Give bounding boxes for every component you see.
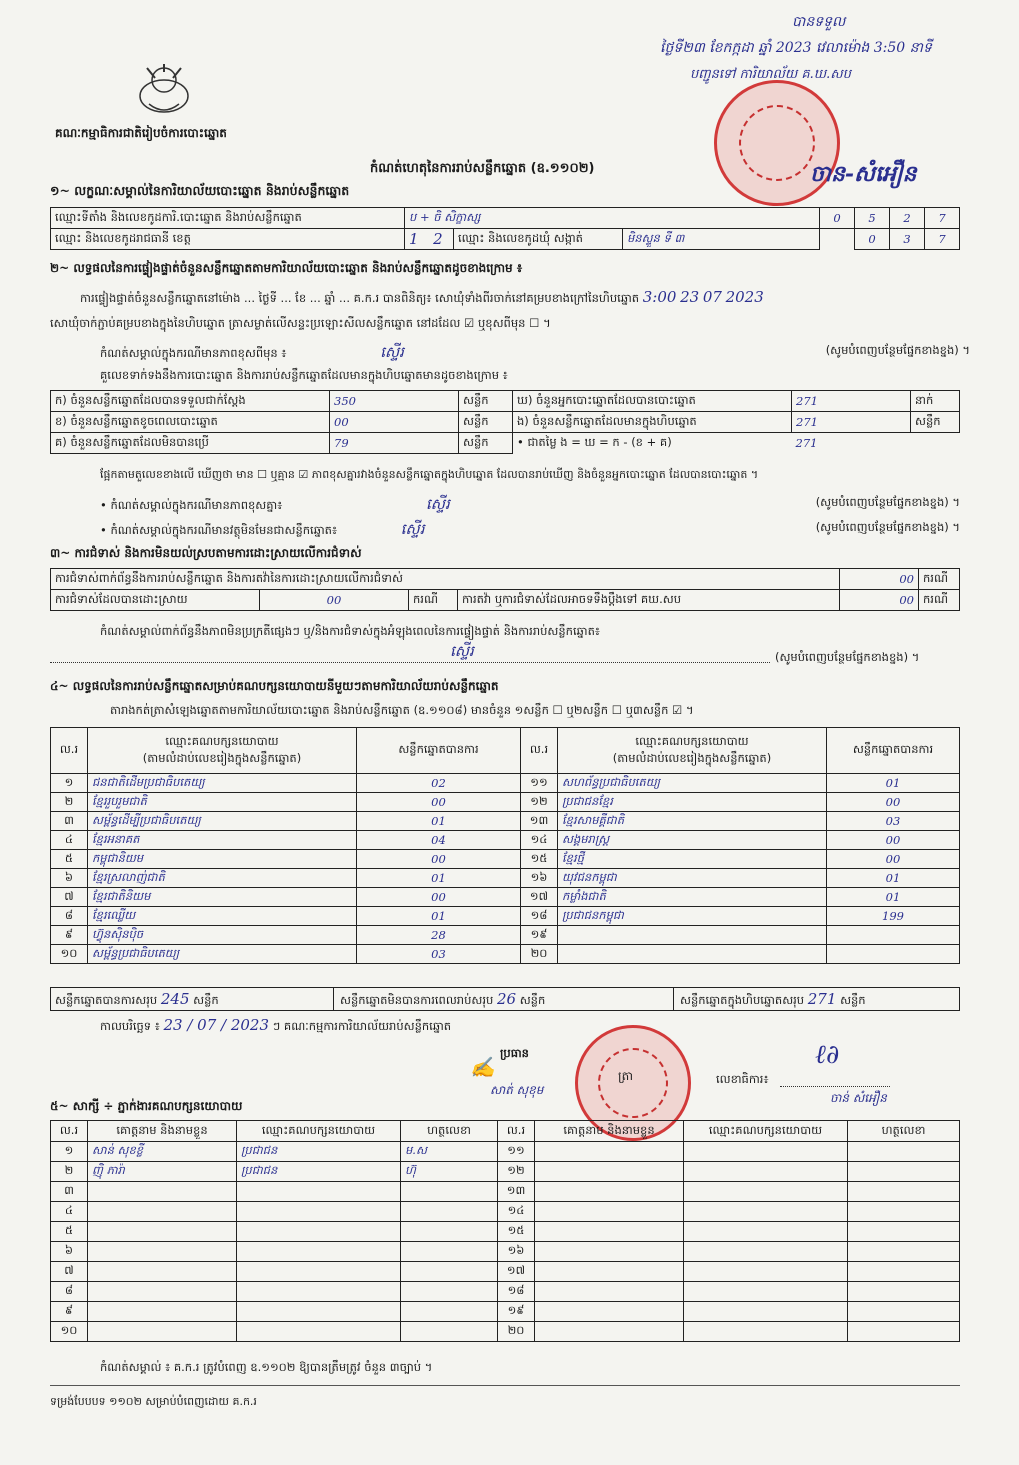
- figure-unit: នាក់: [911, 391, 960, 412]
- result-party: កម្លាំងជាតិ: [558, 888, 827, 907]
- total-box-label: សន្លឹកឆ្នោតក្នុងហិបឆ្នោតសរុប: [680, 993, 805, 1007]
- resolved-value: 00: [260, 590, 409, 611]
- figure-value: 271: [792, 391, 911, 412]
- section5-title: ៥~ សាក្សី ÷ ភ្នាក់ងារគណបក្សនយោបាយ: [50, 1099, 243, 1113]
- witness-no: ២០: [498, 1322, 535, 1342]
- witness-no: ១៦: [498, 1242, 535, 1262]
- result-party: [558, 926, 827, 945]
- verification-year: 2023: [725, 288, 764, 306]
- objections-unit: ករណី: [919, 569, 960, 590]
- note3-suffix: (សូមបំពេញបន្ថែមផ្នែកខាងខ្នង) ។: [815, 520, 960, 534]
- result-votes: 01: [357, 907, 521, 926]
- note2-value: ស្ទើរ: [425, 495, 450, 513]
- stamp-label: ត្រា: [618, 1069, 633, 1083]
- commune-label: ឈ្មោះ និងលេខកូដឃុំ សង្កាត់: [454, 229, 623, 250]
- result-votes: [827, 945, 960, 964]
- col-party-subtitle: (តាមលំដាប់លេខរៀងក្នុងសន្លឹកឆ្នោត): [142, 750, 302, 765]
- witness-party: [684, 1322, 848, 1342]
- form-title: កំណត់ហេតុនៃការរាប់សន្លឹកឆ្នោត (ឧ.១១០២): [370, 161, 595, 176]
- witness-party: [237, 1202, 401, 1222]
- witness-name: [88, 1242, 237, 1262]
- total-valid: [55, 988, 219, 1011]
- result-votes: 01: [827, 888, 960, 907]
- result-no: ៨: [51, 907, 88, 926]
- figure-label: • ជាតម្លៃ ង = ឃ = ក - (ខ + គ): [517, 434, 672, 449]
- station-code-digit: 5: [855, 208, 890, 229]
- witness-name: [535, 1242, 684, 1262]
- figure-unit: សន្លឹក: [459, 412, 513, 433]
- result-no: ៧: [51, 888, 88, 907]
- result-no: ៤: [51, 831, 88, 850]
- table-row: [51, 1142, 960, 1162]
- col-party-header: [558, 728, 827, 774]
- result-no: ២: [51, 793, 88, 812]
- witness-col-no: ល.រ: [498, 1121, 535, 1142]
- col-party-header: [88, 728, 357, 774]
- result-votes: 00: [827, 850, 960, 869]
- table-row: [51, 1162, 960, 1182]
- table-row: [51, 1202, 960, 1222]
- witness-no: ១៤: [498, 1202, 535, 1222]
- resolved-label: ការជំទាស់ដែលបានដោះស្រាយ: [51, 590, 260, 611]
- witness-name: [88, 1322, 237, 1342]
- note1-suffix: (សូមបំពេញបន្ថែមផ្នែកខាងខ្នង) ។: [825, 343, 970, 357]
- results-body: [51, 774, 960, 964]
- result-no: ១៩: [521, 926, 558, 945]
- witness-no: ៨: [51, 1282, 88, 1302]
- appeal-value: 00: [840, 590, 919, 611]
- witness-col-no: ល.រ: [51, 1121, 88, 1142]
- witness-no: ១៩: [498, 1302, 535, 1322]
- result-party: ប្រជាជនខ្មែរ: [558, 793, 827, 812]
- section1-title: ១~ លក្ខណៈសម្គាល់នៃការិយាល័យបោះឆ្នោត និងរាប់សន្លឹកឆ្នោត: [50, 183, 350, 198]
- witness-party: [684, 1282, 848, 1302]
- result-party: យុវជនកម្ពុជា: [558, 869, 827, 888]
- table-row: [51, 774, 960, 793]
- province-code-digit: 1: [409, 230, 419, 248]
- witness-sign: [401, 1222, 498, 1242]
- witness-sign: [848, 1322, 960, 1342]
- witness-sign: [401, 1282, 498, 1302]
- received-label: បានទទួល: [792, 14, 846, 30]
- verification-text: ការផ្ទៀងផ្ទាត់ចំនួនសន្លឹកឆ្នោតនៅម៉ោង ... ថ្ងៃទី ... ខែ ... ឆ្នាំ ... គ.ក.រ បានពិនិត្យ៖ សោឃុំទាំងពីរចាក់នៅគម្របខាងក្រៅនៃហិបឆ្នោត: [80, 291, 640, 305]
- figure-value: 350: [330, 391, 459, 412]
- witness-col-party: ឈ្មោះគណបក្សនយោបាយ: [237, 1121, 401, 1142]
- witness-party: [684, 1302, 848, 1322]
- witness-no: ១៨: [498, 1282, 535, 1302]
- chairman-name: សាត់ សុខុម: [490, 1083, 544, 1097]
- col-party-title: ឈ្មោះគណបក្សនយោបាយ: [165, 733, 279, 748]
- witness-no: ១១: [498, 1142, 535, 1162]
- witness-no: ៥: [51, 1222, 88, 1242]
- total-invalid-value: 26: [496, 990, 517, 1008]
- witness-name: [88, 1182, 237, 1202]
- verification-day: 23: [680, 288, 700, 306]
- witness-name: [535, 1182, 684, 1202]
- footer-note: កំណត់សម្គាល់ ៖ គ.ក.រ ត្រូវបំពេញ ឧ.១១០២ ឱ្យបានត្រឹមត្រូវ ចំនួន ៣ច្បាប់ ។: [100, 1360, 433, 1374]
- witness-col-name: គោត្តនាម និងនាមខ្លួន: [535, 1121, 684, 1142]
- witness-party: [237, 1262, 401, 1282]
- witness-party: [237, 1302, 401, 1322]
- witness-no: ៣: [51, 1182, 88, 1202]
- witness-sign: [401, 1262, 498, 1282]
- witness-sign: [848, 1222, 960, 1242]
- col-no-header: ល.រ: [51, 728, 88, 774]
- station-code-digit: 0: [820, 208, 855, 229]
- section2-title: ២~ លទ្ធផលនៃការផ្ទៀងផ្ទាត់ចំនួនសន្លឹកឆ្នោតតាមការិយាល័យបោះឆ្នោត និងរាប់សន្លឹកឆ្នោតដូចខាងក្រោម ៖: [50, 261, 523, 275]
- witness-sign: [401, 1242, 498, 1262]
- chairman-label: ប្រធាន: [500, 1046, 529, 1060]
- witness-party: [237, 1282, 401, 1302]
- totals-row: [50, 987, 960, 1011]
- station-code-digit: 2: [890, 208, 925, 229]
- result-party: ខ្មែរអនាគត: [88, 831, 357, 850]
- table-row: [51, 1222, 960, 1242]
- total-invalid: [333, 988, 545, 1011]
- witness-party: ប្រជាជន: [237, 1162, 401, 1182]
- irregularity-note-suffix: (សូមបំពេញបន្ថែមផ្នែកខាងខ្នង) ។: [775, 650, 920, 664]
- figure-value: 271: [795, 436, 818, 451]
- received-by: បញ្ជូនទៅ ការិយាល័យ គ.ឃ.សប: [690, 67, 851, 82]
- secretary-line: [780, 1072, 890, 1087]
- witness-sign: [848, 1302, 960, 1322]
- witness-sign: [848, 1242, 960, 1262]
- seal-paragraph: សោឃុំចាក់ភ្ជាប់គម្របខាងក្នុងនៃហិបឆ្នោត ត្រាសម្ងាត់លើសន្ទះប្រឡោះសីលសន្លឹកឆ្នោត នៅដដែល ☑ ឬខុសពីមុន ☐ ។: [50, 316, 551, 330]
- result-votes: 01: [357, 812, 521, 831]
- secretary-signature: ℓ∂: [815, 1040, 840, 1070]
- result-votes: 01: [827, 869, 960, 888]
- note3-label: • កំណត់សម្គាល់ក្នុងករណីមានវត្ថុមិនមែនជាសន្លឹកឆ្នោត៖: [100, 523, 338, 537]
- result-party: សម្ព័ន្ធដើម្បីប្រជាធិបតេយ្យ: [88, 812, 357, 831]
- witness-no: ៩: [51, 1302, 88, 1322]
- figure-value: 00: [330, 412, 459, 433]
- witness-party: [237, 1182, 401, 1202]
- witness-body: [51, 1142, 960, 1342]
- result-votes: 00: [357, 888, 521, 907]
- figure-unit: សន្លឹក: [459, 391, 513, 412]
- result-votes: 02: [357, 774, 521, 793]
- province-code-digit: 2: [433, 230, 443, 248]
- result-votes: 00: [827, 831, 960, 850]
- result-no: ២០: [521, 945, 558, 964]
- witness-name: [535, 1222, 684, 1242]
- table-row: [51, 812, 960, 831]
- result-party: សហព័ន្ធប្រជាធិបតេយ្យ: [558, 774, 827, 793]
- form-footer: ទម្រង់បែបបទ ១១០២ សម្រាប់បំពេញដោយ គ.ក.រ: [50, 1395, 257, 1408]
- irregularity-note-line: [50, 648, 770, 663]
- figure-unit: សន្លឹក: [911, 412, 960, 433]
- station-name-label: ឈ្មោះទីតាំង និងលេខកូដការិ.បោះឆ្នោត និងរាប់សន្លឹកឆ្នោត: [51, 208, 405, 229]
- result-no: ៦: [51, 869, 88, 888]
- result-party: ហ៊្វុនស៊ិនប៉ិច: [88, 926, 357, 945]
- table-row: [51, 945, 960, 964]
- witness-no: ២: [51, 1162, 88, 1182]
- witness-name: [88, 1262, 237, 1282]
- verification-paragraph: [80, 288, 970, 308]
- result-votes: 01: [357, 869, 521, 888]
- figures-table: [50, 390, 960, 454]
- results-table: [50, 727, 960, 964]
- witness-no: ១០: [51, 1322, 88, 1342]
- result-no: ១៣: [521, 812, 558, 831]
- date-prefix: កាលបរិច្ឆេទ ៖: [100, 1019, 160, 1033]
- national-emblem-logo: [135, 58, 193, 118]
- witness-no: ១៣: [498, 1182, 535, 1202]
- table-row: [51, 888, 960, 907]
- note1-label: កំណត់សម្គាល់ក្នុងករណីមានភាពខុសពីមុន ៖: [100, 346, 287, 360]
- result-party: ខ្មែរជាតិនិយម: [88, 888, 357, 907]
- province-code-cell: [405, 229, 454, 250]
- total-box: [673, 988, 866, 1011]
- table-row: [51, 793, 960, 812]
- figures-intro: គួលេខទាក់ទងនឹងការបោះឆ្នោត និងការរាប់សន្លឹកឆ្នោតដែលមានក្នុងហិបឆ្នោតមានដូចខាងក្រោម ៖: [100, 368, 508, 382]
- note3: [100, 520, 960, 542]
- figure-label: ខ) ចំនួនសន្លឹកឆ្នោតខូចពេលបោះឆ្នោត: [51, 412, 330, 433]
- result-no: ១៥: [521, 850, 558, 869]
- result-votes: 04: [357, 831, 521, 850]
- table-row: [51, 831, 960, 850]
- total-invalid-label: សន្លឹកឆ្នោតមិនបានការពេលរាប់សរុប: [340, 993, 494, 1007]
- result-party: ខ្មែរថ្មី: [558, 850, 827, 869]
- result-votes: 03: [357, 945, 521, 964]
- verification-month: 07: [702, 288, 722, 306]
- total-box-unit: សន្លឹក: [840, 993, 866, 1007]
- irregularity-note-value: ស្ទើរ: [450, 642, 474, 660]
- witness-party: [237, 1242, 401, 1262]
- result-votes: 03: [827, 812, 960, 831]
- witness-party: [237, 1322, 401, 1342]
- total-valid-unit: សន្លឹក: [193, 993, 219, 1007]
- witness-table: [50, 1120, 960, 1342]
- figure-label: ក) ចំនួនសន្លឹកឆ្នោតដែលបានទទួលជាក់ស្តែង: [51, 391, 330, 412]
- witness-no: ១៥: [498, 1222, 535, 1242]
- table-row: [51, 1262, 960, 1282]
- result-party: [558, 945, 827, 964]
- discrepancy-paragraph: ផ្អែកតាមតួលេខខាងលើ ឃើញថា មាន ☐ ឬគ្មាន ☑ ភាពខុសគ្នារវាងចំនួនសន្លឹកឆ្នោតក្នុងហិបឆ្នោត ដែលបានរាប់ឃើញ និងចំនួនអ្នកបោះឆ្នោត ដែលបានបោះឆ្នោត ។: [100, 468, 759, 481]
- appeal-label: ការតវ៉ា ឬការជំទាស់ដែលអាចទទឹងប្តឹងទៅ គឃ.សប: [458, 590, 840, 611]
- witness-no: ៤: [51, 1202, 88, 1222]
- witness-col-party: ឈ្មោះគណបក្សនយោបាយ: [684, 1121, 848, 1142]
- objections-value: 00: [840, 569, 919, 590]
- result-no: ១៦: [521, 869, 558, 888]
- footer-rule: [50, 1385, 960, 1386]
- result-votes: 199: [827, 907, 960, 926]
- result-votes: 28: [357, 926, 521, 945]
- witness-col-name: គោត្តនាម និងនាមខ្លួន: [88, 1121, 237, 1142]
- witness-party: ប្រជាជន: [237, 1142, 401, 1162]
- date-line: [100, 1016, 451, 1036]
- witness-sign: [848, 1162, 960, 1182]
- witness-name: [535, 1322, 684, 1342]
- witness-party: [684, 1142, 848, 1162]
- col-votes-header: សន្លឹកឆ្នោតបានការ: [827, 728, 960, 774]
- witness-party: [684, 1162, 848, 1182]
- figure-value: 271: [792, 412, 911, 433]
- province-label: ឈ្មោះ និងលេខកូដរាជធានី ខេត្ត: [51, 229, 405, 250]
- result-no: ១១: [521, 774, 558, 793]
- table-row: [51, 926, 960, 945]
- chairman-signature: ✍: [470, 1055, 495, 1079]
- col-party-subtitle: (តាមលំដាប់លេខរៀងក្នុងសន្លឹកឆ្នោត): [612, 750, 772, 765]
- figure-label: គ) ចំនួនសន្លឹកឆ្នោតដែលមិនបានប្រើ: [51, 433, 330, 454]
- result-no: ១: [51, 774, 88, 793]
- table-row: [51, 907, 960, 926]
- witness-name: សាន់ សុខខ្លី: [88, 1142, 237, 1162]
- witness-col-sign: ហត្ថលេខា: [401, 1121, 498, 1142]
- commune-code-digit: 7: [925, 229, 960, 250]
- witness-no: ១២: [498, 1162, 535, 1182]
- witness-sign: ហ៊ុ: [401, 1162, 498, 1182]
- table-row: [51, 1242, 960, 1262]
- section4-intro: តារាងកត់ត្រាសំឡេងឆ្នោតតាមការិយាល័យបោះឆ្នោត និងរាប់សន្លឹកឆ្នោត (ឧ.១១០៨) មានចំនួន ១សន្លឹក ☐ ឬ២សន្លឹក ☐ ឬ៣សន្លឹក ☑ ។: [110, 703, 694, 717]
- witness-name: [535, 1262, 684, 1282]
- secretary-label: លេខាធិការ៖: [716, 1072, 769, 1086]
- handwritten-mark: ចាន-សំអឿន: [810, 161, 917, 187]
- witness-sign: [848, 1142, 960, 1162]
- witness-col-sign: ហត្ថលេខា: [848, 1121, 960, 1142]
- station-name-value: ប + ចិ សិក្ខាស្ស: [405, 208, 820, 229]
- result-votes: 00: [357, 793, 521, 812]
- note2: [100, 495, 960, 517]
- resolved-unit: ករណី: [409, 590, 458, 611]
- table-row: [51, 1302, 960, 1322]
- witness-name: [535, 1302, 684, 1322]
- figure-unit: សន្លឹក: [459, 433, 513, 454]
- witness-name: [535, 1202, 684, 1222]
- commune-value: មិនស្ទួន ទី ៣: [623, 229, 820, 250]
- result-party: ប្រជាជនកម្ពុជា: [558, 907, 827, 926]
- witness-sign: [401, 1202, 498, 1222]
- verification-time: 3:00: [642, 288, 677, 306]
- col-party-title: ឈ្មោះគណបក្សនយោបាយ: [635, 733, 749, 748]
- witness-name: [535, 1282, 684, 1302]
- table-row: [51, 1282, 960, 1302]
- figure-unit: [911, 433, 960, 454]
- result-votes: 00: [827, 793, 960, 812]
- total-box-value: 271: [807, 990, 837, 1008]
- result-party: កម្ពុជានិយម: [88, 850, 357, 869]
- note2-label: • កំណត់សម្គាល់ក្នុងករណីមានភាពខុសគ្នា៖: [100, 498, 283, 512]
- result-party: ខ្មែរស្រលាញ់ជាតិ: [88, 869, 357, 888]
- witness-sign: [401, 1182, 498, 1202]
- result-party: ខ្មែរសាមគ្គីជាតិ: [558, 812, 827, 831]
- result-votes: [827, 926, 960, 945]
- section3-title: ៣~ ការជំទាស់ និងការមិនយល់ស្របតាមការដោះស្រាយលើការជំទាស់: [50, 546, 362, 560]
- table-row: [51, 850, 960, 869]
- commune-code-digit: 3: [890, 229, 925, 250]
- witness-party: [684, 1182, 848, 1202]
- note1-value: ស្ទើរ: [380, 343, 404, 361]
- result-no: ១៧: [521, 888, 558, 907]
- witness-name: [535, 1162, 684, 1182]
- commune-code-digit: 0: [855, 229, 890, 250]
- station-code-digit: 7: [925, 208, 960, 229]
- result-votes: 00: [357, 850, 521, 869]
- result-no: ៣: [51, 812, 88, 831]
- witness-sign: [848, 1202, 960, 1222]
- appeal-unit: ករណី: [919, 590, 960, 611]
- witness-sign: [401, 1302, 498, 1322]
- section4-title: ៤~ លទ្ធផលនៃការរាប់សន្លឹកឆ្នោតសម្រាប់គណបក្សនយោបាយនីមួយៗតាមការិយាល័យរាប់សន្លឹកឆ្នោត: [50, 679, 499, 693]
- org-name: គណៈកម្មាធិការជាតិរៀបចំការបោះឆ្នោត: [55, 126, 227, 140]
- date-suffix: ៗ គណៈកម្មការការិយាល័យរាប់សន្លឹកឆ្នោត: [272, 1019, 452, 1033]
- secretary-name: ចាន់ សំអឿន: [830, 1091, 887, 1105]
- witness-sign: [848, 1262, 960, 1282]
- note3-value: ស្ទើរ: [400, 520, 425, 538]
- figure-label: ង) ចំនួនសន្លឹកឆ្នោតដែលមានក្នុងហិបឆ្នោត: [513, 412, 792, 433]
- witness-party: [684, 1242, 848, 1262]
- received-text: ថ្ងៃទី២៣ ខែកក្កដា ឆ្នាំ 2023 វេលាម៉ោង 3:50 នាទី: [660, 40, 932, 56]
- result-no: ៥: [51, 850, 88, 869]
- figure-value: 79: [330, 433, 459, 454]
- result-no: ១៨: [521, 907, 558, 926]
- result-party: ជនជាតិដើមប្រជាធិបតេយ្យ: [88, 774, 357, 793]
- result-votes: 01: [827, 774, 960, 793]
- objections-table: [50, 568, 960, 611]
- col-votes-header: សន្លឹកឆ្នោតបានការ: [357, 728, 521, 774]
- result-no: ១២: [521, 793, 558, 812]
- note2-suffix: (សូមបំពេញបន្ថែមផ្នែកខាងខ្នង) ។: [815, 495, 960, 509]
- witness-party: [684, 1222, 848, 1242]
- witness-name: [88, 1302, 237, 1322]
- witness-name: ញ៉ិ ភារ៉ា: [88, 1162, 237, 1182]
- table-row: [51, 869, 960, 888]
- total-valid-value: 245: [160, 990, 190, 1008]
- result-party: សម្ព័ន្ធប្រជាធិបតេយ្យ: [88, 945, 357, 964]
- witness-no: ១៧: [498, 1262, 535, 1282]
- date-value: 23 / 07 / 2023: [163, 1016, 269, 1034]
- witness-no: ៦: [51, 1242, 88, 1262]
- table-row: [51, 1322, 960, 1342]
- result-party: ខ្មែររួបរួមជាតិ: [88, 793, 357, 812]
- result-party: ខ្មែរឈ្លើយ: [88, 907, 357, 926]
- witness-sign: [848, 1182, 960, 1202]
- witness-name: [535, 1142, 684, 1162]
- witness-sign: [401, 1322, 498, 1342]
- total-valid-label: សន្លឹកឆ្នោតបានការសរុប: [55, 993, 158, 1007]
- witness-no: ៧: [51, 1262, 88, 1282]
- witness-party: [237, 1222, 401, 1242]
- witness-no: ១: [51, 1142, 88, 1162]
- result-no: ១៤: [521, 831, 558, 850]
- objections-label: ការជំទាស់ពាក់ព័ន្ធនឹងការរាប់សន្លឹកឆ្នោត និងការតវ៉ានៃការដោះស្រាយលើការជំទាស់: [51, 569, 840, 590]
- result-no: ១០: [51, 945, 88, 964]
- figure-label: ឃ) ចំនួនអ្នកបោះឆ្នោតដែលបានបោះឆ្នោត: [513, 391, 792, 412]
- witness-party: [684, 1202, 848, 1222]
- witness-name: [88, 1282, 237, 1302]
- col-no-header: ល.រ: [521, 728, 558, 774]
- witness-name: [88, 1202, 237, 1222]
- note1: [100, 343, 970, 365]
- section1-table: [50, 207, 960, 250]
- result-party: សង្គមរាស្ត្រ: [558, 831, 827, 850]
- witness-sign: ម.ស: [401, 1142, 498, 1162]
- table-row: [51, 1182, 960, 1202]
- witness-sign: [848, 1282, 960, 1302]
- result-no: ៩: [51, 926, 88, 945]
- irregularity-note-label: កំណត់សម្គាល់ពាក់ព័ន្ធនឹងភាពមិនប្រក្រតីផ្សេងៗ ឬ/និងការជំទាស់ក្នុងអំឡុងពេលនៃការផ្ទៀងផ្ទាត់ និងការរាប់សន្លឹកឆ្នោត៖: [100, 624, 600, 638]
- witness-party: [684, 1262, 848, 1282]
- witness-name: [88, 1222, 237, 1242]
- total-invalid-unit: សន្លឹក: [519, 993, 546, 1007]
